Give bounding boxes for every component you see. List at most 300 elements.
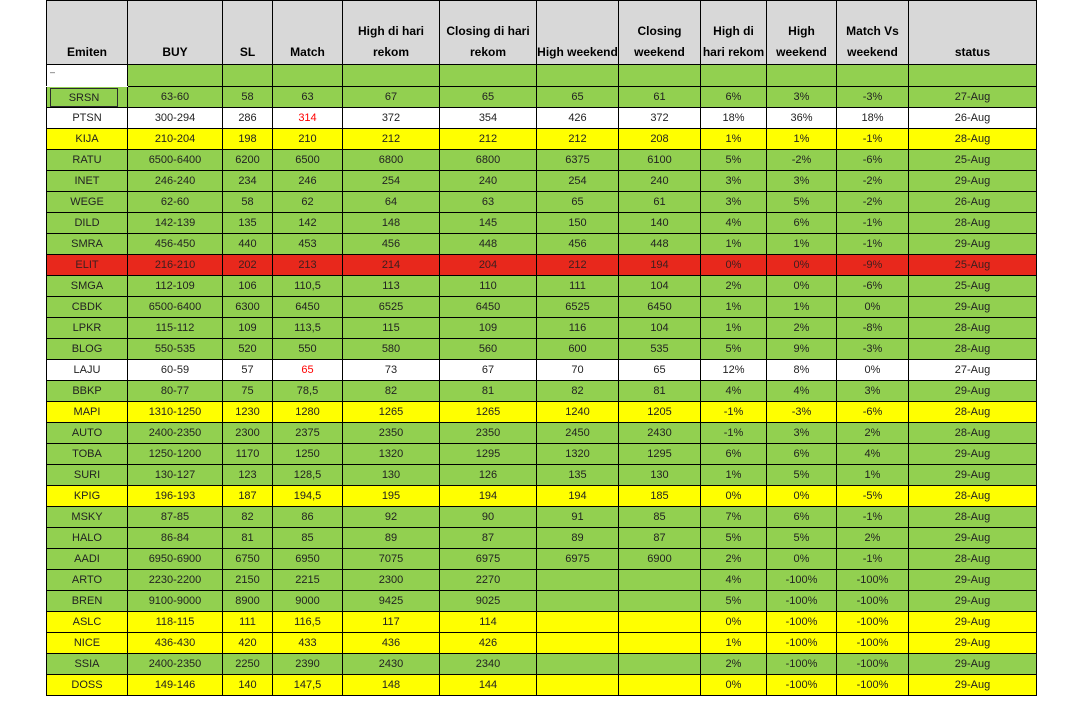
cell-high-rekom[interactable]: 372 [343,108,440,129]
cell-high-rekom[interactable]: 113 [343,276,440,297]
cell-buy[interactable]: 130-127 [128,465,223,486]
cell-high-rekom[interactable]: 6800 [343,150,440,171]
cell-status[interactable]: 25-Aug [909,255,1037,276]
cell-status[interactable]: 27-Aug [909,360,1037,381]
marker-cell[interactable] [343,65,440,87]
cell-high-rekom-pct[interactable]: 4% [701,570,767,591]
cell-high-weekend-pct[interactable]: 5% [767,528,837,549]
cell-high-rekom-pct[interactable]: -1% [701,423,767,444]
cell-high-rekom-pct[interactable]: 5% [701,591,767,612]
cell-status[interactable]: 27-Aug [909,87,1037,108]
cell-match-vs-weekend[interactable]: 4% [837,444,909,465]
cell-high-rekom-pct[interactable]: 3% [701,171,767,192]
cell-match-vs-weekend[interactable]: -6% [837,402,909,423]
marker-cell[interactable] [619,65,701,87]
cell-match[interactable]: 78,5 [273,381,343,402]
header-closing-rekom[interactable]: Closing di hari rekom [440,1,537,65]
cell-closing-weekend[interactable]: 140 [619,213,701,234]
table-row[interactable] [47,570,1037,591]
cell-buy[interactable]: 2400-2350 [128,423,223,444]
cell-high-weekend-pct[interactable]: 3% [767,87,837,108]
table-row[interactable] [47,213,1037,234]
table-row[interactable] [47,402,1037,423]
cell-high-weekend[interactable] [537,612,619,633]
cell-match[interactable]: 6450 [273,297,343,318]
cell-high-weekend[interactable] [537,675,619,696]
cell-high-rekom[interactable]: 117 [343,612,440,633]
cell-sl[interactable]: 123 [223,465,273,486]
cell-closing-rekom[interactable]: 65 [440,87,537,108]
cell-status[interactable]: 28-Aug [909,213,1037,234]
cell-sl[interactable]: 202 [223,255,273,276]
cell-high-weekend[interactable]: 111 [537,276,619,297]
cell-sl[interactable]: 6300 [223,297,273,318]
cell-high-rekom-pct[interactable]: 1% [701,465,767,486]
cell-high-weekend-pct[interactable]: 0% [767,486,837,507]
table-row[interactable] [47,297,1037,318]
cell-match[interactable]: 2390 [273,654,343,675]
cell-buy[interactable]: 115-112 [128,318,223,339]
cell-sl[interactable]: 2150 [223,570,273,591]
cell-sl[interactable]: 135 [223,213,273,234]
table-row[interactable] [47,129,1037,150]
cell-high-weekend[interactable]: 65 [537,192,619,213]
cell-match-vs-weekend[interactable]: -6% [837,150,909,171]
cell-buy[interactable]: 80-77 [128,381,223,402]
cell-match[interactable]: 85 [273,528,343,549]
cell-high-weekend[interactable]: 456 [537,234,619,255]
cell-high-rekom-pct[interactable]: 0% [701,612,767,633]
cell-high-weekend[interactable]: 135 [537,465,619,486]
cell-high-rekom-pct[interactable]: 12% [701,360,767,381]
cell-emiten[interactable]: WEGE [47,192,128,213]
cell-match[interactable]: 314 [273,108,343,129]
cell-emiten[interactable] [47,87,128,108]
cell-emiten[interactable]: ELIT [47,255,128,276]
cell-emiten[interactable]: ASLC [47,612,128,633]
table-row[interactable] [47,192,1037,213]
cell-sl[interactable]: 8900 [223,591,273,612]
cell-high-rekom-pct[interactable]: 1% [701,633,767,654]
cell-match[interactable]: 1250 [273,444,343,465]
cell-match[interactable]: 113,5 [273,318,343,339]
cell-match[interactable]: 116,5 [273,612,343,633]
cell-match-vs-weekend[interactable]: 18% [837,108,909,129]
header-high-weekend-pct[interactable]: High weekend [767,1,837,65]
cell-closing-rekom[interactable]: 90 [440,507,537,528]
cell-high-weekend[interactable]: 600 [537,339,619,360]
cell-high-rekom-pct[interactable]: 1% [701,318,767,339]
cell-sl[interactable]: 57 [223,360,273,381]
cell-high-rekom-pct[interactable]: 2% [701,654,767,675]
cell-closing-rekom[interactable]: 81 [440,381,537,402]
table-row[interactable] [47,108,1037,129]
table-row[interactable] [47,507,1037,528]
cell-high-weekend-pct[interactable]: 5% [767,465,837,486]
cell-high-weekend[interactable]: 194 [537,486,619,507]
cell-match[interactable]: 213 [273,255,343,276]
header-high-rekom-pct[interactable]: High di hari rekom [701,1,767,65]
cell-match[interactable]: 147,5 [273,675,343,696]
cell-status[interactable]: 29-Aug [909,171,1037,192]
cell-high-rekom[interactable]: 64 [343,192,440,213]
cell-high-rekom[interactable]: 9425 [343,591,440,612]
header-emiten[interactable]: Emiten [47,1,128,65]
cell-buy[interactable]: 1310-1250 [128,402,223,423]
cell-high-weekend[interactable]: 116 [537,318,619,339]
cell-closing-weekend[interactable]: 1205 [619,402,701,423]
cell-high-rekom-pct[interactable]: 1% [701,129,767,150]
cell-status[interactable]: 25-Aug [909,276,1037,297]
cell-high-weekend-pct[interactable]: 6% [767,444,837,465]
cell-sl[interactable]: 1230 [223,402,273,423]
cell-match-vs-weekend[interactable]: -5% [837,486,909,507]
cell-high-weekend-pct[interactable]: -100% [767,570,837,591]
cell-high-rekom[interactable]: 148 [343,213,440,234]
cell-high-weekend-pct[interactable]: -100% [767,633,837,654]
cell-closing-rekom[interactable]: 109 [440,318,537,339]
cell-emiten[interactable]: RATU [47,150,128,171]
cell-status[interactable]: 28-Aug [909,507,1037,528]
cell-emiten[interactable]: MSKY [47,507,128,528]
table-row[interactable] [47,528,1037,549]
cell-high-rekom-pct[interactable]: 4% [701,213,767,234]
cell-high-weekend-pct[interactable]: 0% [767,276,837,297]
cell-high-rekom-pct[interactable]: 0% [701,486,767,507]
cell-status[interactable]: 25-Aug [909,150,1037,171]
cell-closing-weekend[interactable]: 2430 [619,423,701,444]
cell-high-rekom[interactable]: 214 [343,255,440,276]
cell-buy[interactable]: 142-139 [128,213,223,234]
cell-buy[interactable]: 149-146 [128,675,223,696]
cell-sl[interactable]: 111 [223,612,273,633]
cell-buy[interactable]: 300-294 [128,108,223,129]
cell-status[interactable]: 28-Aug [909,402,1037,423]
marker-cell[interactable] [537,65,619,87]
cell-match-vs-weekend[interactable]: 3% [837,381,909,402]
cell-sl[interactable]: 440 [223,234,273,255]
cell-emiten[interactable]: INET [47,171,128,192]
cell-match-vs-weekend[interactable]: -2% [837,192,909,213]
marker-cell[interactable] [128,65,223,87]
table-row[interactable] [47,654,1037,675]
cell-status[interactable]: 29-Aug [909,234,1037,255]
table-row[interactable] [47,444,1037,465]
cell-closing-weekend[interactable]: 61 [619,87,701,108]
cell-high-weekend[interactable]: 150 [537,213,619,234]
marker-cell[interactable] [767,65,837,87]
cell-match[interactable]: 62 [273,192,343,213]
cell-status[interactable]: 29-Aug [909,297,1037,318]
cell-high-rekom-pct[interactable]: 0% [701,255,767,276]
cell-closing-rekom[interactable]: 2270 [440,570,537,591]
table-row[interactable] [47,360,1037,381]
cell-high-weekend-pct[interactable]: -100% [767,675,837,696]
cell-sl[interactable]: 6750 [223,549,273,570]
cell-closing-weekend[interactable] [619,570,701,591]
cell-high-rekom[interactable]: 254 [343,171,440,192]
table-row[interactable] [47,381,1037,402]
cell-closing-rekom[interactable]: 145 [440,213,537,234]
cell-high-weekend-pct[interactable]: -2% [767,150,837,171]
cell-high-weekend-pct[interactable]: 3% [767,423,837,444]
table-row[interactable] [47,318,1037,339]
cell-buy[interactable]: 2400-2350 [128,654,223,675]
cell-closing-rekom[interactable]: 1265 [440,402,537,423]
cell-closing-rekom[interactable]: 126 [440,465,537,486]
table-row[interactable] [47,423,1037,444]
cell-closing-weekend[interactable] [619,591,701,612]
cell-buy[interactable]: 196-193 [128,486,223,507]
cell-closing-weekend[interactable]: 6450 [619,297,701,318]
cell-emiten[interactable]: SMRA [47,234,128,255]
cell-high-rekom[interactable]: 148 [343,675,440,696]
cell-high-rekom-pct[interactable]: 6% [701,444,767,465]
cell-closing-weekend[interactable]: 240 [619,171,701,192]
table-row[interactable] [47,486,1037,507]
cell-closing-rekom[interactable]: 448 [440,234,537,255]
cell-high-rekom[interactable]: 456 [343,234,440,255]
cell-closing-weekend[interactable]: 1295 [619,444,701,465]
header-closing-weekend[interactable]: Closing weekend [619,1,701,65]
cell-high-rekom[interactable]: 2430 [343,654,440,675]
cell-sl[interactable]: 6200 [223,150,273,171]
cell-high-rekom[interactable]: 6525 [343,297,440,318]
cell-status[interactable]: 28-Aug [909,549,1037,570]
cell-sl[interactable]: 140 [223,675,273,696]
cell-high-weekend-pct[interactable]: 1% [767,297,837,318]
cell-high-rekom-pct[interactable]: 5% [701,150,767,171]
cell-emiten[interactable]: AADI [47,549,128,570]
cell-closing-rekom[interactable]: 67 [440,360,537,381]
cell-buy[interactable]: 216-210 [128,255,223,276]
cell-match-vs-weekend[interactable]: -100% [837,633,909,654]
cell-high-rekom[interactable]: 82 [343,381,440,402]
table-row[interactable] [47,171,1037,192]
cell-emiten[interactable]: DOSS [47,675,128,696]
cell-high-weekend[interactable] [537,570,619,591]
cell-sl[interactable]: 198 [223,129,273,150]
cell-status[interactable]: 29-Aug [909,591,1037,612]
cell-match-vs-weekend[interactable]: -1% [837,234,909,255]
cell-emiten[interactable]: SURI [47,465,128,486]
cell-high-weekend[interactable]: 2450 [537,423,619,444]
cell-status[interactable]: 26-Aug [909,192,1037,213]
cell-match-vs-weekend[interactable]: -9% [837,255,909,276]
cell-closing-rekom[interactable]: 6975 [440,549,537,570]
cell-match-vs-weekend[interactable]: -1% [837,507,909,528]
cell-match[interactable]: 86 [273,507,343,528]
cell-match[interactable]: 142 [273,213,343,234]
cell-high-weekend[interactable]: 212 [537,129,619,150]
cell-high-rekom[interactable]: 1320 [343,444,440,465]
cell-match-vs-weekend[interactable]: 1% [837,465,909,486]
cell-buy[interactable]: 118-115 [128,612,223,633]
cell-buy[interactable]: 1250-1200 [128,444,223,465]
cell-buy[interactable]: 62-60 [128,192,223,213]
table-row[interactable] [47,591,1037,612]
cell-high-rekom[interactable]: 436 [343,633,440,654]
cell-high-rekom-pct[interactable]: 2% [701,549,767,570]
cell-high-weekend-pct[interactable]: 6% [767,507,837,528]
cell-closing-rekom[interactable]: 240 [440,171,537,192]
cell-closing-weekend[interactable]: 6100 [619,150,701,171]
cell-sl[interactable]: 2250 [223,654,273,675]
cell-emiten[interactable]: DILD [47,213,128,234]
cell-high-weekend-pct[interactable]: 1% [767,234,837,255]
cell-closing-weekend[interactable]: 104 [619,276,701,297]
cell-high-weekend[interactable]: 6975 [537,549,619,570]
cell-emiten[interactable]: AUTO [47,423,128,444]
table-row[interactable] [47,612,1037,633]
cell-match[interactable]: 550 [273,339,343,360]
cell-match[interactable]: 194,5 [273,486,343,507]
cell-high-weekend-pct[interactable]: -100% [767,654,837,675]
cell-closing-weekend[interactable]: 6900 [619,549,701,570]
cell-match-vs-weekend[interactable]: -3% [837,339,909,360]
cell-high-weekend[interactable]: 6525 [537,297,619,318]
cell-closing-weekend[interactable]: 81 [619,381,701,402]
cell-closing-weekend[interactable]: 372 [619,108,701,129]
cell-high-weekend[interactable]: 65 [537,87,619,108]
cell-sl[interactable]: 58 [223,192,273,213]
cell-buy[interactable]: 456-450 [128,234,223,255]
cell-emiten[interactable]: LPKR [47,318,128,339]
cell-emiten[interactable]: NICE [47,633,128,654]
cell-buy[interactable]: 9100-9000 [128,591,223,612]
cell-match[interactable]: 1280 [273,402,343,423]
cell-closing-rekom[interactable]: 110 [440,276,537,297]
cell-high-weekend[interactable]: 89 [537,528,619,549]
cell-buy[interactable]: 112-109 [128,276,223,297]
cell-status[interactable]: 29-Aug [909,465,1037,486]
cell-high-weekend[interactable]: 91 [537,507,619,528]
cell-closing-rekom[interactable]: 212 [440,129,537,150]
cell-match[interactable]: 2215 [273,570,343,591]
cell-emiten[interactable]: TOBA [47,444,128,465]
table-row[interactable] [47,633,1037,654]
cell-match[interactable]: 9000 [273,591,343,612]
cell-match-vs-weekend[interactable]: 2% [837,528,909,549]
cell-closing-weekend[interactable] [619,654,701,675]
cell-status[interactable]: 28-Aug [909,423,1037,444]
cell-match-vs-weekend[interactable]: 2% [837,423,909,444]
cell-high-weekend-pct[interactable]: 4% [767,381,837,402]
cell-closing-weekend[interactable]: 104 [619,318,701,339]
marker-cell[interactable] [47,65,128,87]
cell-high-rekom-pct[interactable]: -1% [701,402,767,423]
cell-high-rekom-pct[interactable]: 5% [701,339,767,360]
cell-high-rekom[interactable]: 195 [343,486,440,507]
cell-closing-rekom[interactable]: 354 [440,108,537,129]
cell-match[interactable]: 433 [273,633,343,654]
cell-emiten[interactable]: LAJU [47,360,128,381]
cell-closing-rekom[interactable]: 1295 [440,444,537,465]
cell-match-vs-weekend[interactable]: -6% [837,276,909,297]
cell-sl[interactable]: 58 [223,87,273,108]
cell-high-weekend[interactable]: 426 [537,108,619,129]
cell-sl[interactable]: 520 [223,339,273,360]
cell-high-rekom-pct[interactable]: 1% [701,234,767,255]
cell-match[interactable]: 453 [273,234,343,255]
cell-buy[interactable]: 86-84 [128,528,223,549]
cell-status[interactable]: 29-Aug [909,675,1037,696]
cell-sl[interactable]: 234 [223,171,273,192]
cell-high-rekom-pct[interactable]: 5% [701,528,767,549]
cell-match[interactable]: 2375 [273,423,343,444]
cell-status[interactable]: 28-Aug [909,339,1037,360]
cell-high-rekom[interactable]: 130 [343,465,440,486]
cell-closing-rekom[interactable]: 63 [440,192,537,213]
cell-high-weekend[interactable]: 254 [537,171,619,192]
cell-emiten[interactable]: CBDK [47,297,128,318]
cell-buy[interactable]: 246-240 [128,171,223,192]
cell-emiten[interactable]: SSIA [47,654,128,675]
cell-closing-rekom[interactable]: 87 [440,528,537,549]
cell-high-rekom-pct[interactable]: 0% [701,675,767,696]
cell-sl[interactable]: 81 [223,528,273,549]
cell-buy[interactable]: 6500-6400 [128,150,223,171]
cell-closing-rekom[interactable]: 2350 [440,423,537,444]
cell-match[interactable]: 210 [273,129,343,150]
cell-buy[interactable]: 210-204 [128,129,223,150]
cell-high-rekom-pct[interactable]: 18% [701,108,767,129]
cell-high-rekom-pct[interactable]: 6% [701,87,767,108]
cell-match-vs-weekend[interactable]: -100% [837,612,909,633]
table-row[interactable] [47,549,1037,570]
cell-closing-weekend[interactable]: 65 [619,360,701,381]
cell-high-weekend-pct[interactable]: -100% [767,591,837,612]
cell-closing-rekom[interactable]: 560 [440,339,537,360]
cell-high-weekend[interactable] [537,654,619,675]
cell-buy[interactable]: 6950-6900 [128,549,223,570]
cell-status[interactable]: 26-Aug [909,108,1037,129]
cell-match-vs-weekend[interactable]: 0% [837,297,909,318]
cell-high-rekom[interactable]: 7075 [343,549,440,570]
cell-closing-weekend[interactable]: 130 [619,465,701,486]
table-row[interactable] [47,675,1037,696]
cell-high-weekend-pct[interactable]: 0% [767,549,837,570]
cell-sl[interactable]: 187 [223,486,273,507]
cell-closing-rekom[interactable]: 426 [440,633,537,654]
cell-high-rekom[interactable]: 2300 [343,570,440,591]
cell-sl[interactable]: 75 [223,381,273,402]
cell-status[interactable]: 29-Aug [909,444,1037,465]
cell-high-weekend[interactable]: 1240 [537,402,619,423]
cell-match-vs-weekend[interactable]: -100% [837,591,909,612]
cell-match[interactable]: 6500 [273,150,343,171]
marker-cell[interactable] [273,65,343,87]
cell-closing-rekom[interactable]: 9025 [440,591,537,612]
table-row[interactable] [47,255,1037,276]
cell-match-vs-weekend[interactable]: -2% [837,171,909,192]
cell-closing-weekend[interactable]: 208 [619,129,701,150]
cell-emiten[interactable]: BBKP [47,381,128,402]
cell-high-weekend[interactable]: 6375 [537,150,619,171]
cell-high-rekom[interactable]: 89 [343,528,440,549]
table-row[interactable] [47,87,1037,108]
cell-match-vs-weekend[interactable]: -1% [837,213,909,234]
cell-emiten[interactable]: PTSN [47,108,128,129]
cell-buy[interactable]: 550-535 [128,339,223,360]
cell-status[interactable]: 28-Aug [909,318,1037,339]
cell-closing-rekom[interactable]: 204 [440,255,537,276]
cell-high-weekend-pct[interactable]: -100% [767,612,837,633]
cell-buy[interactable]: 6500-6400 [128,297,223,318]
cell-emiten[interactable]: BREN [47,591,128,612]
marker-cell[interactable] [440,65,537,87]
cell-high-rekom[interactable]: 580 [343,339,440,360]
